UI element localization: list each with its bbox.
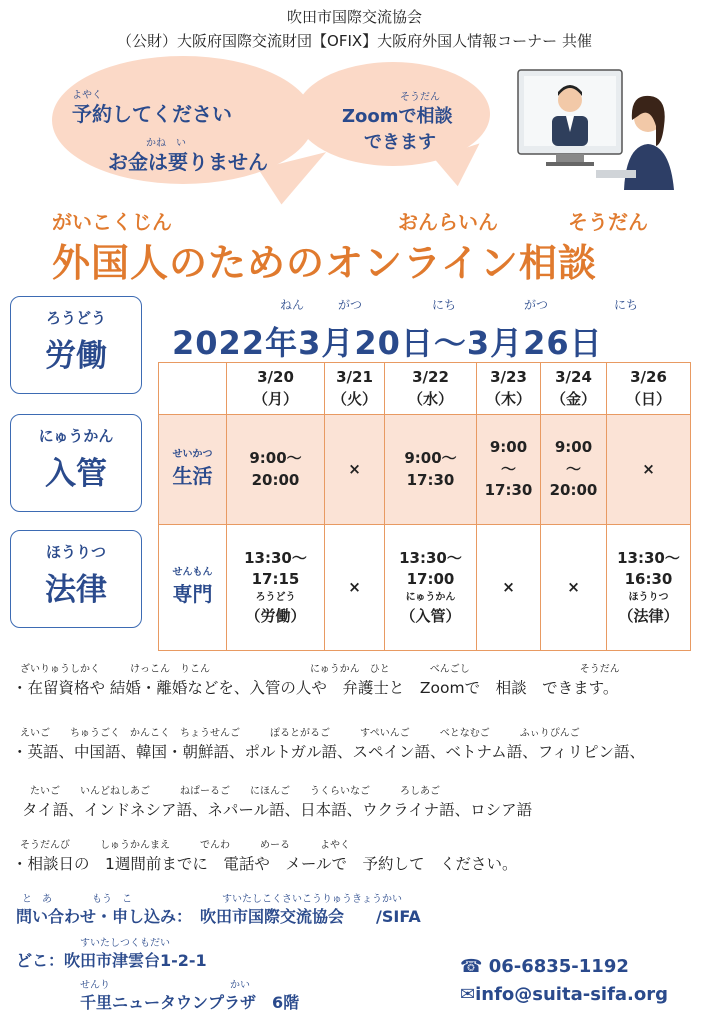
title-ruby-online: おんらいん bbox=[398, 210, 498, 234]
category-immigration bbox=[10, 414, 142, 512]
schedule-cell: 9:00 ～ 17:30 bbox=[477, 415, 541, 525]
schedule-cell: 13:30～ 17:00 にゅうかん （入管） bbox=[385, 525, 477, 651]
organizer-name: 吹田市国際交流協会 bbox=[286, 8, 422, 26]
contact-address: どこ：吹田市津雲台1-2-1 bbox=[16, 951, 207, 970]
category-law bbox=[10, 530, 142, 628]
bubble-text-free: お金は要りません bbox=[108, 150, 268, 174]
title-ruby-foreigner: がいこくじん bbox=[52, 210, 172, 234]
online-consultation-illustration bbox=[516, 66, 676, 190]
category-ruby: ろうどう bbox=[45, 309, 106, 327]
row-label-professional: せんもん 専門 bbox=[159, 525, 227, 651]
contact-inquiry-line: 問い合わせ・申し込み： 吹田市国際交流協会 /SIFA bbox=[16, 907, 421, 926]
ruby-text: と あ もう こ すいたしこくさいこうりゅうきょうかい bbox=[22, 894, 402, 905]
table-header-row bbox=[159, 363, 691, 415]
ruby-text: せんり かい bbox=[80, 980, 250, 991]
table-day-header: 3/23 （木） bbox=[477, 363, 541, 415]
bubble-text-reserve: 予約してください bbox=[72, 102, 232, 126]
ruby-text: がつ bbox=[524, 298, 549, 312]
contact-building: 千里ニュータウンプラザ 6階 bbox=[80, 993, 300, 1012]
category-label: 労働 bbox=[45, 338, 107, 374]
table-day-header: 3/21 （火） bbox=[325, 363, 385, 415]
bubble-text-zoom-2: できます bbox=[364, 132, 436, 153]
schedule-cell: × bbox=[541, 525, 607, 651]
table-day-header: 3/26 （日） bbox=[607, 363, 691, 415]
table-day-header: 3/20 （月） bbox=[227, 363, 325, 415]
ruby-text: えいご ちゅうごく かんこく ちょうせんご ぽるとがるご すぺいんご べとなむご ふぃりぴんご bbox=[20, 728, 580, 739]
ruby-text: がつ bbox=[338, 298, 363, 312]
table-corner-cell bbox=[159, 363, 227, 415]
ruby-text: よやく bbox=[72, 90, 102, 101]
info-languages-line-2: タイ語、インドネシア語、ネパール語、日本語、ウクライナ語、ロシア語 bbox=[22, 801, 533, 819]
info-languages-line: ・英語、中国語、韓国・朝鮮語、ポルトガル語、スペイン語、ベトナム語、フィリピン語、 bbox=[12, 743, 646, 761]
contact-email[interactable]: ✉info@suita-sifa.org bbox=[460, 984, 669, 1005]
row-label-life: せいかつ 生活 bbox=[159, 415, 227, 525]
page-title: 外国人のためのオンライン相談 bbox=[52, 241, 597, 285]
ruby-text: ねん bbox=[280, 298, 305, 312]
schedule-cell: × bbox=[325, 525, 385, 651]
ruby-text: かね い bbox=[146, 138, 186, 149]
ruby-text: にち bbox=[614, 298, 639, 312]
schedule-cell: 9:00～ 17:30 bbox=[385, 415, 477, 525]
table-row-life bbox=[159, 415, 691, 525]
info-reservation-line: ・相談日の 1週間前までに 電話や メールで 予約して ください。 bbox=[12, 855, 518, 873]
category-labor bbox=[10, 296, 142, 394]
table-day-header: 3/24 （金） bbox=[541, 363, 607, 415]
ruby-text: すいたしつくもだい bbox=[80, 938, 170, 949]
category-ruby: にゅうかん bbox=[38, 427, 114, 445]
category-label: 入管 bbox=[45, 456, 107, 492]
event-date-range: 2022年3月20日～3月26日 bbox=[172, 324, 603, 362]
schedule-table bbox=[158, 362, 691, 651]
ruby-text: ざいりゅうしかく けっこん りこん にゅうかん ひと べんごし そうだん bbox=[20, 664, 620, 675]
bubble-text-zoom: Zoomで相談 bbox=[342, 106, 453, 127]
title-ruby-consultation: そうだん bbox=[568, 210, 648, 234]
schedule-cell: 9:00 ～ 20:00 bbox=[541, 415, 607, 525]
table-row-professional bbox=[159, 525, 691, 651]
schedule-cell: × bbox=[607, 415, 691, 525]
schedule-cell: 13:30～ 17:15 ろうどう （労働） bbox=[227, 525, 325, 651]
phone-icon: ☎ bbox=[460, 956, 489, 977]
ruby-text: にち bbox=[432, 298, 457, 312]
contact-phone[interactable]: ☎ 06-6835-1192 bbox=[460, 956, 629, 977]
ruby-text: たいご いんどねしあご ねぱーるご にほんご うくらいなご ろしあご bbox=[30, 786, 440, 797]
co-organizer-line: （公財）大阪府国際交流財団【OFIX】大阪府外国人情報コーナー 共催 bbox=[117, 32, 592, 50]
ruby-text: そうだん bbox=[400, 92, 440, 103]
category-label: 法律 bbox=[45, 572, 107, 608]
category-ruby: ほうりつ bbox=[45, 543, 106, 561]
schedule-cell: × bbox=[325, 415, 385, 525]
table-day-header: 3/22 （水） bbox=[385, 363, 477, 415]
schedule-cell: × bbox=[477, 525, 541, 651]
info-consultation-line: ・在留資格や 結婚・離婚などを、入管の人や 弁護士と Zoomで 相談 できます。 bbox=[12, 679, 619, 697]
mail-icon: ✉ bbox=[460, 984, 476, 1005]
schedule-cell: 9:00～ 20:00 bbox=[227, 415, 325, 525]
ruby-text: そうだんび しゅうかんまえ でんわ めーる よやく bbox=[20, 840, 350, 851]
schedule-cell: 13:30～ 16:30 ほうりつ （法律） bbox=[607, 525, 691, 651]
